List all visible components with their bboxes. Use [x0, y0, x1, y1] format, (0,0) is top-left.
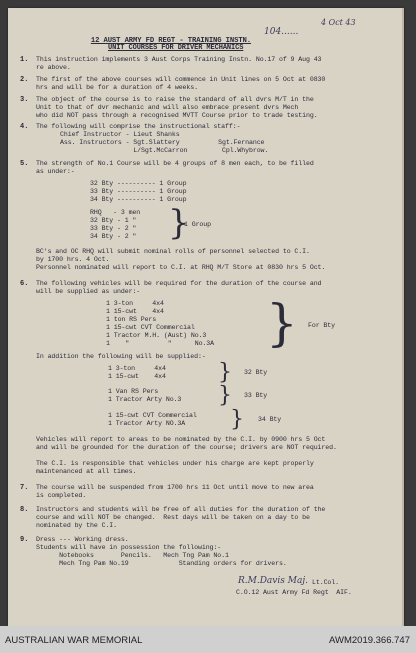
document-title: 12 AUST ARMY FD REGT - TRAINING INSTN.	[90, 37, 251, 45]
para-8-line-1: Instructors and students will be free of all duties for the duration of the	[36, 506, 326, 513]
para-7-line-1: The course will be suspended from 1700 hrs 11 Oct until move to new area	[36, 484, 314, 491]
para-2-line-2: hrs and will be for a duration of 4 weeks.	[36, 84, 198, 91]
para-1-line-1: This instruction implements 3 Aust Corps Training Instn. No.17 of 9 Aug 43	[36, 56, 322, 63]
vehicle-32-label: 32 Bty	[244, 369, 268, 376]
document-sheet	[8, 8, 404, 626]
vehicle-rhq-label: For Bty	[308, 322, 335, 329]
brace: }	[218, 360, 232, 385]
para-4-line-3: Ass. Instructors - Sgt.Slattery Sgt.Fernance	[60, 139, 265, 146]
vehicle-32-1: 1 3-ton 4x4	[108, 365, 166, 372]
vehicle-33-label: 33 Bty	[244, 392, 268, 399]
para-5-number: 5.	[20, 160, 29, 168]
brace: }	[230, 407, 244, 432]
vehicle-34-1: 1 15-cwt CVT Commercial	[108, 412, 197, 419]
para-4-line-1: The following will comprise the instructional staff:-	[36, 123, 241, 130]
vehicle-34-label: 34 Bty	[258, 416, 282, 423]
document-subtitle: UNIT COURSES FOR DRIVER MECHANICS	[108, 44, 244, 52]
vehicle-32-2: 1 15-cwt 4x4	[108, 373, 166, 380]
para-4-number: 4.	[20, 123, 29, 131]
vehicle-rhq-1: 1 3-ton 4x4	[106, 300, 164, 307]
vehicle-rhq-4: 1 15-cwt CVT Commercial	[106, 324, 195, 331]
vehicle-33-2: 1 Tractor Arty No.3	[108, 396, 182, 403]
para-3-line-2: Unit to that of dvr mechanic and will also embrace present dvrs Mech	[36, 104, 299, 111]
para-8-line-2: course and will NOT be changed. Rest days will be taken on a day to be	[36, 514, 310, 521]
para-1-number: 1.	[20, 56, 29, 64]
para-8-number: 8.	[20, 506, 29, 514]
document-date: 4 Oct 43	[321, 18, 356, 27]
mixed-34: 34 Bty - 2 "	[90, 233, 137, 240]
para-9-item-2: Mech Tng Pam No.19 Standing orders for drivers.	[36, 560, 287, 567]
para-7-number: 7.	[20, 484, 29, 492]
signature: R.M.Davis Maj.	[238, 576, 308, 586]
para-1-line-2: re above.	[36, 64, 71, 71]
vehicle-rhq-2: 1 15-cwt 4x4	[106, 308, 164, 315]
para-9-item-1: Notebooks Pencils. Mech Tng Pam No.1	[36, 552, 229, 559]
mixed-32: 32 Bty - 1 "	[90, 217, 137, 224]
vehicle-33-1: 1 Van RS Pers	[108, 388, 159, 395]
instruction-number: 104......	[264, 27, 299, 37]
para-3-line-1: The object of the course is to raise the standard of all dvrs M/T in the	[36, 96, 314, 103]
signature-unit: C.O.12 Aust Army Fd Regt AIF.	[236, 589, 352, 596]
vehicle-rhq-3: 1 ton RS Pers	[106, 316, 157, 323]
para-9-line-1: Dress --- Working dress.	[36, 536, 129, 543]
para-8-line-3: nominated by the C.I.	[36, 522, 117, 529]
para-6-line-1: The following vehicles will be required for the duration of the course and	[36, 280, 322, 287]
para-6-after-4: The C.I. is responsible that vehicles under his charge are kept properly	[36, 460, 314, 467]
footer-bar	[0, 626, 416, 653]
vehicle-rhq-6: 1 " " No.3A	[106, 340, 214, 347]
brace: }	[266, 294, 298, 352]
brace: }	[168, 203, 190, 243]
group-33: 33 Bty ---------- 1 Group	[90, 188, 187, 195]
para-6-after-1: Vehicles will report to areas to be nominated by the C.I. by 0900 hrs 5 Oct	[36, 436, 326, 443]
footer-institution: AUSTRALIAN WAR MEMORIAL	[5, 635, 143, 646]
para-4-line-4: L/Sgt.McCarron Cpl.Whybrow.	[60, 147, 269, 154]
para-5-after-1: BC's and OC RHQ will submit nominal rolls of personnel selected to C.I.	[36, 248, 310, 255]
brace: }	[218, 383, 232, 408]
para-5-after-3: Personnel nominated will report to C.I. at RHQ M/T Store at 0830 hrs 5 Oct.	[36, 264, 326, 271]
para-6-number: 6.	[20, 280, 29, 288]
para-5-after-2: by 1700 hrs. 4 Oct.	[36, 256, 110, 263]
vehicle-34-2: 1 Tractor Arty NO.3A	[108, 420, 186, 427]
vehicle-addition: In addition the following will be supplied:-	[36, 353, 206, 360]
para-6-after-5: maintenanced at all times.	[36, 468, 137, 475]
footer-accession-number: AWM2019.366.747	[329, 635, 410, 646]
para-9-number: 9.	[20, 536, 29, 544]
para-5-line-1: The strength of No.1 Course will be 4 groups of 8 men each, to be filled	[36, 160, 314, 167]
para-2-line-1: The first of the above courses will commence in Unit lines on 5 Oct at 0830	[36, 76, 326, 83]
para-6-after-2: and will be grounded for the duration of the course; drivers are NOT required.	[36, 444, 337, 451]
signature-rank: Lt.Col.	[312, 579, 339, 586]
group-32: 32 Bty ---------- 1 Group	[90, 180, 187, 187]
mixed-group-label: 1 Group	[184, 221, 211, 228]
torn-edge-right	[398, 8, 404, 626]
mixed-rhq: RHQ - 3 men	[90, 209, 141, 216]
group-34: 34 Bty ---------- 1 Group	[90, 196, 187, 203]
para-4-line-2: Chief Instructor - Lieut Shanks	[60, 131, 180, 138]
para-5-line-2: as under:-	[36, 168, 75, 175]
para-3-line-3: who did NOT pass through a recognised MVTT Course prior to trade testing.	[36, 112, 318, 119]
vehicle-rhq-5: 1 Tractor M.H. (Aust) No.3	[106, 332, 207, 339]
para-6-line-2: will be supplied as under:-	[36, 288, 141, 295]
para-3-number: 3.	[20, 96, 29, 104]
para-2-number: 2.	[20, 76, 29, 84]
para-9-line-2: Students will have in possession the following:-	[36, 544, 222, 551]
para-7-line-2: is completed.	[36, 492, 87, 499]
mixed-33: 33 Bty - 2 "	[90, 225, 137, 232]
